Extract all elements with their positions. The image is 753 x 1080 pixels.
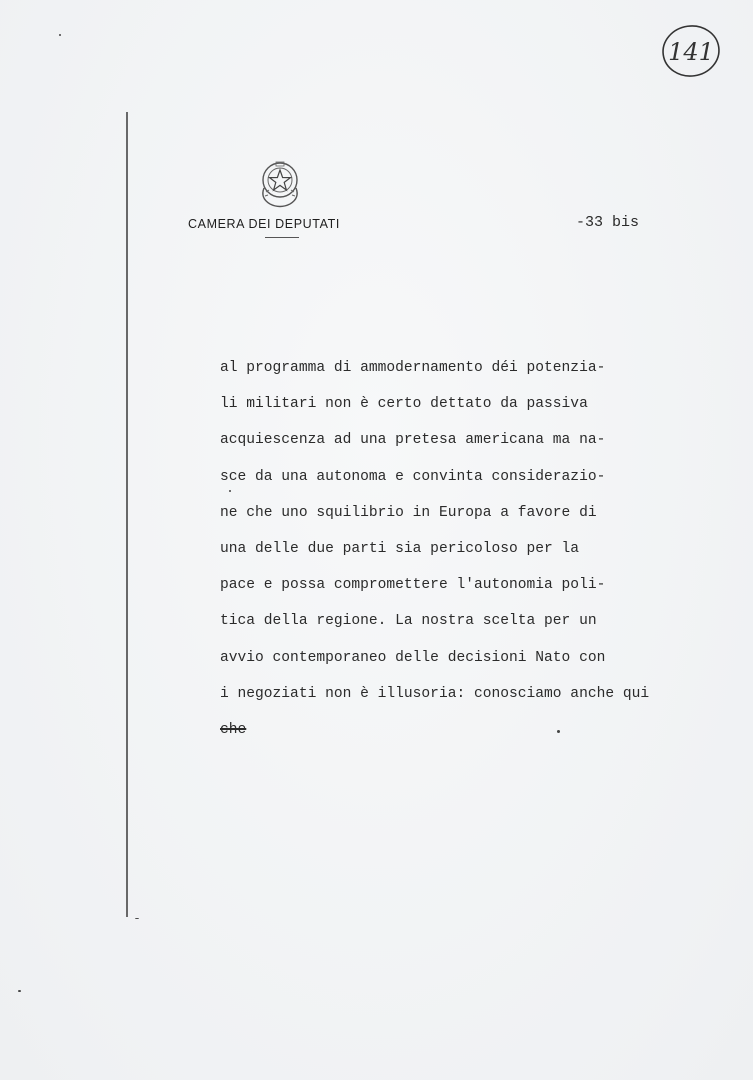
ink-speck <box>229 490 231 492</box>
ink-speck <box>59 34 61 36</box>
circled-number-stamp <box>660 22 722 80</box>
title-underline <box>265 237 299 238</box>
text-line: avvio contemporaneo delle decisioni Nato con <box>220 649 606 666</box>
text-line: tica della regione. La nostra scelta per un <box>220 613 597 630</box>
text-line: i negoziati non è illusoria: conosciamo anche qui <box>220 685 650 702</box>
text-line: ne che uno squilibrio in Europa a favore di <box>220 504 597 521</box>
page-number-text: 141 <box>668 38 714 66</box>
chamber-title: CAMERA DEI DEPUTATI <box>188 217 340 231</box>
body-text <box>220 356 690 754</box>
text-line: sce da una autonoma e convinta considerazio- <box>220 468 606 485</box>
ink-speck <box>135 918 139 919</box>
struck-text-line: che <box>220 721 247 738</box>
text-line: li militari non è certo dettato da passiva <box>220 396 588 413</box>
text-line: al programma di ammodernamento déi potenzia- <box>220 360 606 376</box>
text-line: acquiescenza ad una pretesa americana ma na- <box>220 432 606 449</box>
ink-speck <box>18 990 21 992</box>
margin-rule <box>126 112 128 917</box>
text-line: pace e possa compromettere l'autonomia poli- <box>220 577 606 594</box>
ink-speck <box>557 730 560 733</box>
text-line: una delle due parti sia pericoloso per la <box>220 540 580 557</box>
italian-republic-emblem-icon <box>256 158 304 210</box>
handwritten-page-number <box>660 22 722 80</box>
sheet-number: -33 bis <box>576 214 640 231</box>
